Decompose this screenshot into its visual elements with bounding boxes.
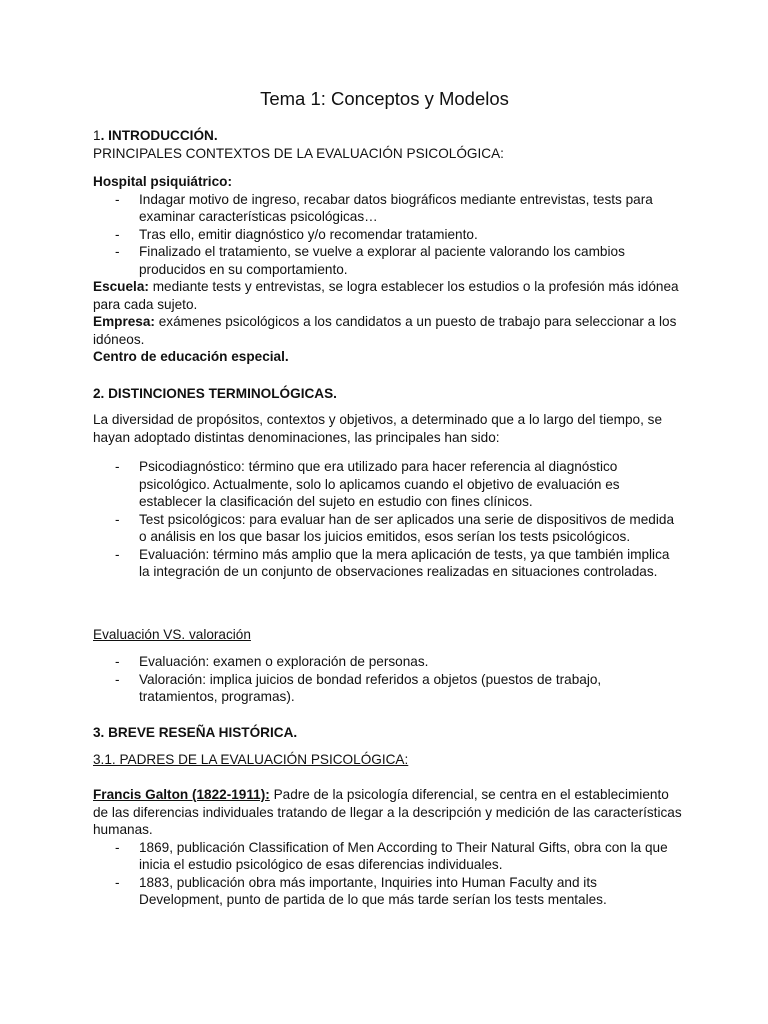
escuela-text: mediante tests y entrevistas, se logra establecer los estudios o la profesión más idónea para cada sujeto.	[93, 279, 679, 312]
section-title: 2. DISTINCIONES TERMINOLÓGICAS.	[93, 386, 337, 401]
empresa-text: exámenes psicológicos a los candidatos a un puesto de trabajo para seleccionar a los idóneos.	[93, 314, 677, 347]
subsection-heading-block	[93, 751, 683, 769]
compare-list	[93, 653, 683, 706]
hospital-list	[93, 191, 683, 279]
section-title: 3. BREVE RESEÑA HISTÓRICA.	[93, 725, 298, 740]
list-item: - Valoración: implica juicios de bondad referidos a objetos (puestos de trabajo, tratamientos, programas).	[93, 671, 683, 706]
compare-heading: Evaluación VS. valoración	[93, 627, 251, 642]
galton-block	[93, 786, 683, 909]
subsection-heading: 3.1. PADRES DE LA EVALUACIÓN PSICOLÓGICA:	[93, 752, 409, 767]
section-number: 1	[93, 128, 101, 143]
section-title: . INTRODUCCIÓN.	[100, 128, 218, 143]
list-item: - Tras ello, emitir diagnóstico y/o recomendar tratamiento.	[93, 226, 683, 244]
terms-block	[93, 458, 683, 581]
galton-list	[93, 839, 683, 909]
list-item: - Indagar motivo de ingreso, recabar datos biográficos mediante entrevistas, tests para examinar características psicológicas…	[93, 191, 683, 226]
section-historia-heading	[93, 724, 683, 742]
terms-list	[93, 458, 683, 581]
empresa-label: Empresa:	[93, 314, 155, 329]
hospital-label: Hospital psiquiátrico:	[93, 174, 232, 189]
centro-label: Centro de educación especial.	[93, 349, 289, 364]
escuela-paragraph	[93, 278, 683, 313]
page-title: Tema 1: Conceptos y Modelos	[260, 88, 509, 109]
list-item: - 1869, publicación Classification of Men According to Their Natural Gifts, obra con la que inicia el estudio psicológico de esas diferencias individuales.	[93, 839, 683, 874]
escuela-label: Escuela:	[93, 279, 149, 294]
compare-block	[93, 653, 683, 706]
section-heading	[93, 127, 683, 145]
compare-heading-block	[93, 626, 683, 644]
section-subheading: PRINCIPALES CONTEXTOS DE LA EVALUACIÓN PSICOLÓGICA:	[93, 145, 504, 161]
paragraph: La diversidad de propósitos, contextos y objetivos, a determinado que a lo largo del tiempo, se hayan adoptado distintas denominaciones, las principales han sido:	[93, 412, 663, 445]
list-item: - 1883, publicación obra más importante, Inquiries into Human Faculty and its Development, punto de partida de lo que más tarde serían los tests mentales.	[93, 874, 683, 909]
galton-name: Francis Galton (1822-1911):	[93, 787, 270, 802]
empresa-paragraph	[93, 313, 683, 348]
list-item: - Finalizado el tratamiento, se vuelve a explorar al paciente valorando los cambios producidos en su comportamiento.	[93, 243, 683, 278]
list-item: - Psicodiagnóstico: término que era utilizado para hacer referencia al diagnóstico psicológico. Actualmente, solo lo aplicamos cuando el objetivo de evaluación es establecer la clasificación del sujeto en estudio con fines clínicos.	[93, 458, 683, 511]
galton-paragraph	[93, 786, 683, 839]
distinciones-intro	[93, 411, 683, 446]
contexts-block	[93, 173, 683, 366]
section-introduccion	[93, 127, 683, 162]
list-item: - Test psicológicos: para evaluar han de ser aplicados una serie de dispositivos de medida o análisis en los que basar los juicios emitidos, esos serían los tests psicológicos.	[93, 511, 683, 546]
list-item: - Evaluación: examen o exploración de personas.	[93, 653, 683, 671]
list-item: - Evaluación: término más amplio que la mera aplicación de tests, ya que también implica la integración de un conjunto de observaciones realizadas en situaciones controladas.	[93, 546, 683, 581]
section-distinciones-heading	[93, 385, 683, 403]
galton-text: Padre de la psicología diferencial, se centra en el establecimiento de las diferencias individuales tratando de llegar a la descripción y medición de las características humanas.	[93, 787, 682, 837]
